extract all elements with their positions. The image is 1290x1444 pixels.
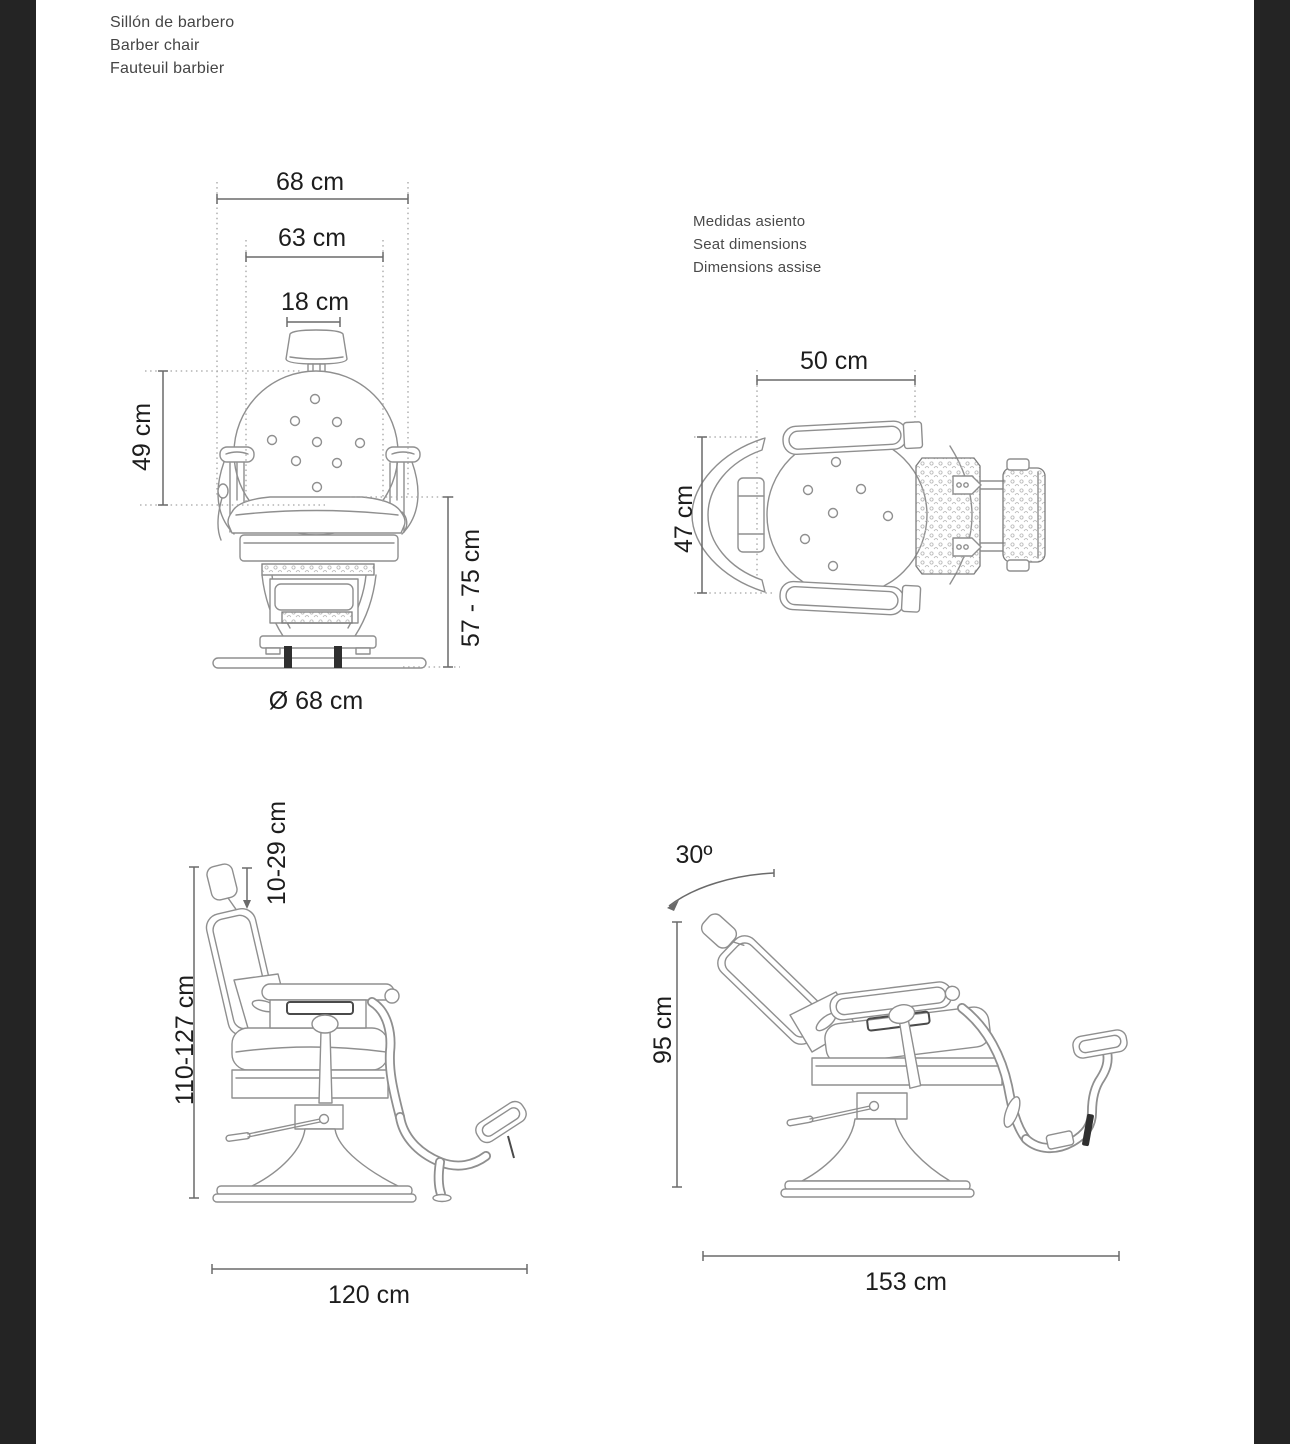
recline-angle-dimension — [667, 841, 774, 911]
top-armrest-lower — [779, 579, 920, 616]
seat-dimensions-en: Seat dimensions — [693, 236, 807, 253]
front-overall-width-label: 68 cm — [275, 168, 345, 196]
reclined-height-label: 95 cm — [649, 995, 677, 1065]
product-title-en: Barber chair — [110, 37, 200, 54]
seat-dimensions-es: Medidas asiento — [693, 213, 806, 230]
product-title-fr: Fauteuil barbier — [110, 60, 225, 77]
recline-angle-label: 30º — [675, 841, 713, 869]
front-base-diameter-label: Ø 68 cm — [268, 687, 364, 715]
reclined-view-diagram — [640, 830, 1170, 1320]
top-view-diagram — [650, 200, 1120, 700]
reclined-height-dimension — [649, 922, 682, 1187]
top-view-chair-drawing — [692, 420, 1045, 616]
front-seat-height-label: 57 - 75 cm — [457, 528, 485, 648]
front-backrest-height-label: 49 cm — [128, 402, 156, 472]
top-armrest-upper — [782, 420, 922, 455]
side-headrest-travel-label: 10-29 cm — [263, 800, 291, 906]
front-headrest-width-dimension — [281, 288, 349, 327]
side-length-dimension — [212, 1264, 527, 1309]
top-seat-depth-label: 47 cm — [670, 484, 698, 554]
reclined-chair-drawing — [698, 911, 1128, 1197]
front-view-diagram — [120, 160, 500, 730]
front-view-chair-drawing — [213, 330, 426, 668]
side-view-chair-drawing — [204, 862, 530, 1202]
product-title — [110, 11, 234, 80]
product-title-es: Sillón de barbero — [110, 14, 235, 31]
right-edge-bar — [1254, 0, 1290, 1444]
side-overall-height-label: 110-127 cm — [171, 974, 199, 1106]
side-view-diagram — [140, 790, 560, 1330]
side-overall-height-dimension — [171, 867, 199, 1198]
side-headrest-travel-dimension — [242, 801, 291, 909]
reclined-length-label: 153 cm — [865, 1268, 947, 1296]
reclined-length-dimension — [703, 1251, 1119, 1296]
left-edge-bar — [0, 0, 36, 1444]
seat-dimensions-fr: Dimensions assise — [693, 259, 822, 276]
top-seat-width-label: 50 cm — [799, 347, 869, 375]
front-backrest-width-label: 63 cm — [277, 224, 347, 252]
side-length-label: 120 cm — [328, 1281, 410, 1309]
front-headrest-width-label: 18 cm — [280, 288, 350, 316]
